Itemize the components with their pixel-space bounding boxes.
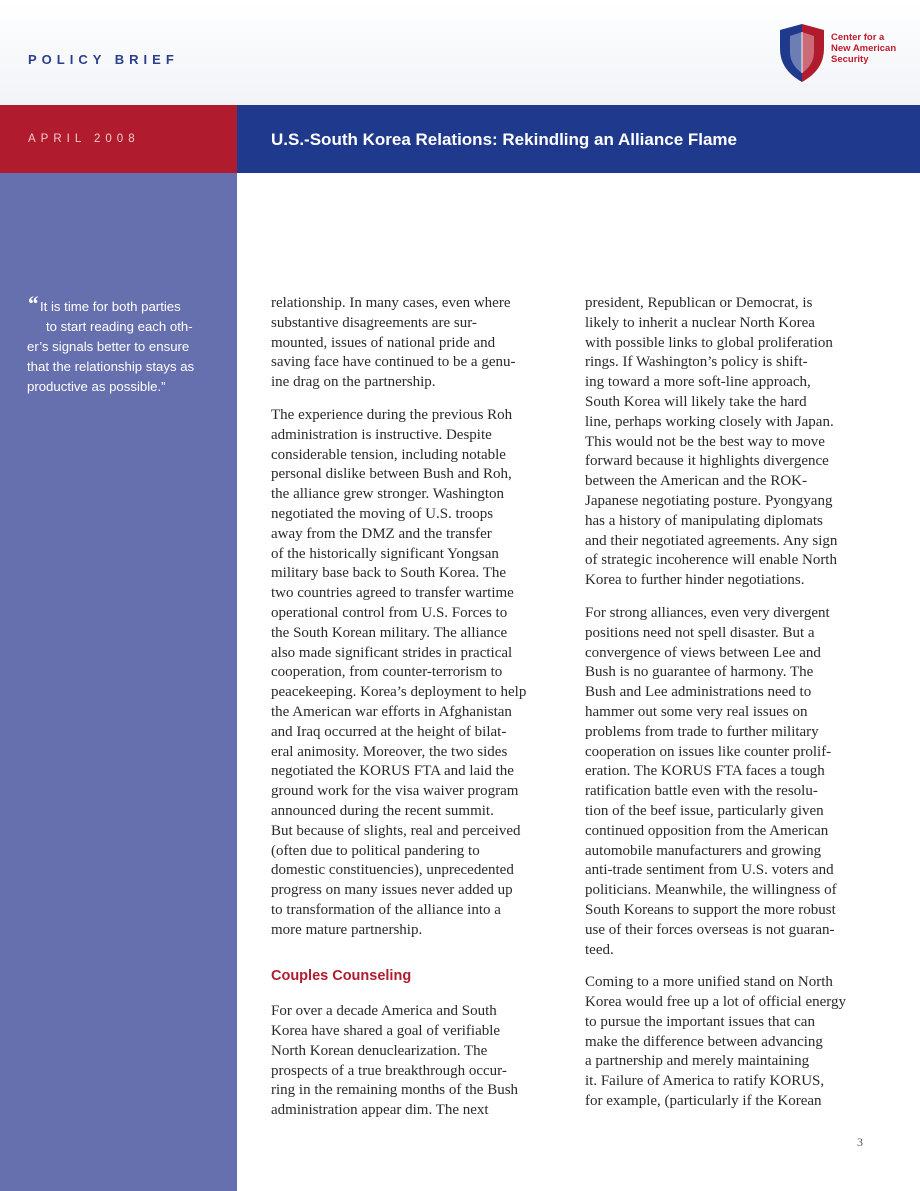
text-line: away from the DMZ and the transfer	[271, 525, 492, 542]
text-line: mounted, issues of national pride and	[271, 334, 496, 351]
text-line: more mature partnership.	[271, 921, 423, 938]
text-line: For over a decade America and South	[271, 1003, 497, 1020]
text-line: forward because it highlights divergence	[585, 453, 829, 470]
text-line: hammer out some very real issues on	[585, 703, 808, 720]
text-line: negotiated the moving of U.S. troops	[271, 505, 494, 522]
text-line: substantive disagreements are sur-	[271, 314, 477, 331]
text-line: has a history of manipulating diplomats	[585, 512, 823, 529]
page-title: U.S.-South Korea Relations: Rekindling an Alliance Flame	[271, 130, 738, 149]
text-line: considerable tension, including notable	[271, 446, 506, 463]
paragraph	[271, 294, 553, 393]
text-line: ratification battle even with the resolu-	[585, 783, 818, 800]
text-line: Korea to further hinder negotiations.	[585, 572, 805, 589]
text-line: eration. The KORUS FTA faces a tough	[585, 763, 825, 780]
publication-date: APRIL 2008	[28, 133, 140, 145]
text-line: personal dislike between Bush and Roh,	[271, 466, 512, 483]
text-line: cooperation on issues like counter prolif-	[585, 743, 832, 760]
text-line: convergence of views between Lee and	[585, 644, 821, 661]
text-line: The experience during the previous Roh	[271, 406, 513, 423]
text-line: it. Failure of America to ratify KORUS,	[585, 1073, 825, 1090]
text-line: use of their forces overseas is not guaran-	[585, 921, 835, 938]
text-line: negotiated the KORUS FTA and laid the	[271, 763, 514, 780]
text-line: a partnership and merely maintaining	[585, 1053, 810, 1070]
text-line: anti-trade sentiment from U.S. voters and	[585, 862, 834, 879]
text-line: ground work for the visa waiver program	[271, 783, 519, 800]
text-line: rings. If Washington’s policy is shift-	[585, 354, 808, 371]
pull-quote	[27, 291, 227, 397]
quote-line: It is time for both parties	[40, 299, 181, 314]
text-line: likely to inherit a nuclear North Korea	[585, 314, 815, 331]
cnas-logo	[776, 22, 916, 86]
body-column-right	[585, 294, 867, 1125]
text-line: Korea would free up a lot of official energy	[585, 994, 847, 1011]
text-line: with possible links to global proliferation	[585, 334, 833, 351]
text-line: prospects of a true breakthrough occur-	[271, 1062, 507, 1079]
text-line: ing toward a more soft-line approach,	[585, 374, 811, 391]
text-line: For strong alliances, even very divergent	[585, 604, 830, 621]
text-line: between the American and the ROK-	[585, 473, 808, 490]
text-line: operational control from U.S. Forces to	[271, 604, 508, 621]
text-line: teed.	[585, 941, 614, 958]
paragraph	[585, 973, 867, 1112]
quote-line: er’s signals better to ensure	[27, 339, 190, 354]
text-line: saving face have continued to be a genu-	[271, 354, 516, 371]
text-line: Korea have shared a goal of verifiable	[271, 1023, 501, 1040]
text-line: ine drag on the partnership.	[271, 374, 436, 391]
text-line: politicians. Meanwhile, the willingness of	[585, 882, 837, 899]
text-line: automobile manufacturers and growing	[585, 842, 822, 859]
section-heading: Couples Counseling	[271, 967, 412, 984]
text-line: North Korean denuclearization. The	[271, 1042, 488, 1059]
text-line: of strategic incoherence will enable North	[585, 552, 837, 569]
text-line: progress on many issues never added up	[271, 882, 513, 899]
text-line: Bush and Lee administrations need to	[585, 684, 812, 701]
text-line: the South Korean military. The alliance	[271, 624, 508, 641]
text-line: peacekeeping. Korea’s deployment to help	[271, 684, 527, 701]
text-line: (often due to political pandering to	[271, 842, 480, 859]
logo-wordmark	[831, 32, 916, 65]
text-line: to pursue the important issues that can	[585, 1013, 815, 1030]
text-line: for example, (particularly if the Korean	[585, 1093, 822, 1110]
text-line: tion of the beef issue, particularly given	[585, 802, 824, 819]
paragraph	[271, 406, 553, 941]
text-line: two countries agreed to transfer wartime	[271, 585, 514, 602]
text-line: line, perhaps working closely with Japan.	[585, 413, 834, 430]
body-column-left	[271, 294, 553, 1134]
page-number: 3	[857, 1135, 863, 1149]
text-line: Coming to a more unified stand on North	[585, 974, 833, 991]
quote-line: to start reading each oth-	[46, 319, 193, 334]
text-line: But because of slights, real and perceived	[271, 822, 521, 839]
paragraph	[585, 294, 867, 591]
text-line: to transformation of the alliance into a	[271, 901, 501, 918]
quote-line: that the relationship stays as	[27, 359, 195, 374]
quote-mark: “	[27, 291, 38, 316]
text-line: make the difference between advancing	[585, 1033, 823, 1050]
text-line: administration is instructive. Despite	[271, 426, 492, 443]
text-line: This would not be the best way to move	[585, 433, 825, 450]
text-line: positions need not spell disaster. But a	[585, 624, 815, 641]
text-line: president, Republican or Democrat, is	[585, 295, 813, 311]
text-line: also made significant strides in practical	[271, 644, 513, 661]
text-line: cooperation, from counter-terrorism to	[271, 664, 503, 681]
text-line: South Korea will likely take the hard	[585, 393, 807, 410]
text-line: and their negotiated agreements. Any sign	[585, 532, 838, 549]
text-line: eral animosity. Moreover, the two sides	[271, 743, 508, 760]
text-line: relationship. In many cases, even where	[271, 295, 511, 311]
text-line: South Koreans to support the more robust	[585, 901, 836, 918]
text-line: the alliance grew stronger. Washington	[271, 486, 505, 503]
text-line: continued opposition from the American	[585, 822, 829, 839]
text-line: Japanese negotiating posture. Pyongyang	[585, 492, 833, 509]
series-label: POLICY BRIEF	[28, 52, 179, 67]
paragraph	[585, 604, 867, 960]
text-line: and Iraq occurred at the height of bilat-	[271, 723, 507, 740]
text-line: the American war efforts in Afghanistan	[271, 703, 512, 720]
text-line: domestic constituencies), unprecedented	[271, 862, 514, 879]
text-line: announced during the recent summit.	[271, 802, 494, 819]
text-line: military base back to South Korea. The	[271, 565, 507, 582]
text-line: of the historically significant Yongsan	[271, 545, 499, 562]
shield-logo-icon	[776, 22, 828, 84]
quote-line: productive as possible.”	[27, 379, 166, 394]
paragraph	[271, 1002, 553, 1121]
text-line: Bush is no guarantee of harmony. The	[585, 664, 814, 681]
logo-line: New American	[831, 43, 897, 54]
text-line: ring in the remaining months of the Bush	[271, 1082, 519, 1099]
logo-line: Security	[831, 54, 869, 65]
text-line: administration appear dim. The next	[271, 1102, 489, 1119]
text-line: problems from trade to further military	[585, 723, 819, 740]
logo-line: Center for a	[831, 32, 885, 43]
